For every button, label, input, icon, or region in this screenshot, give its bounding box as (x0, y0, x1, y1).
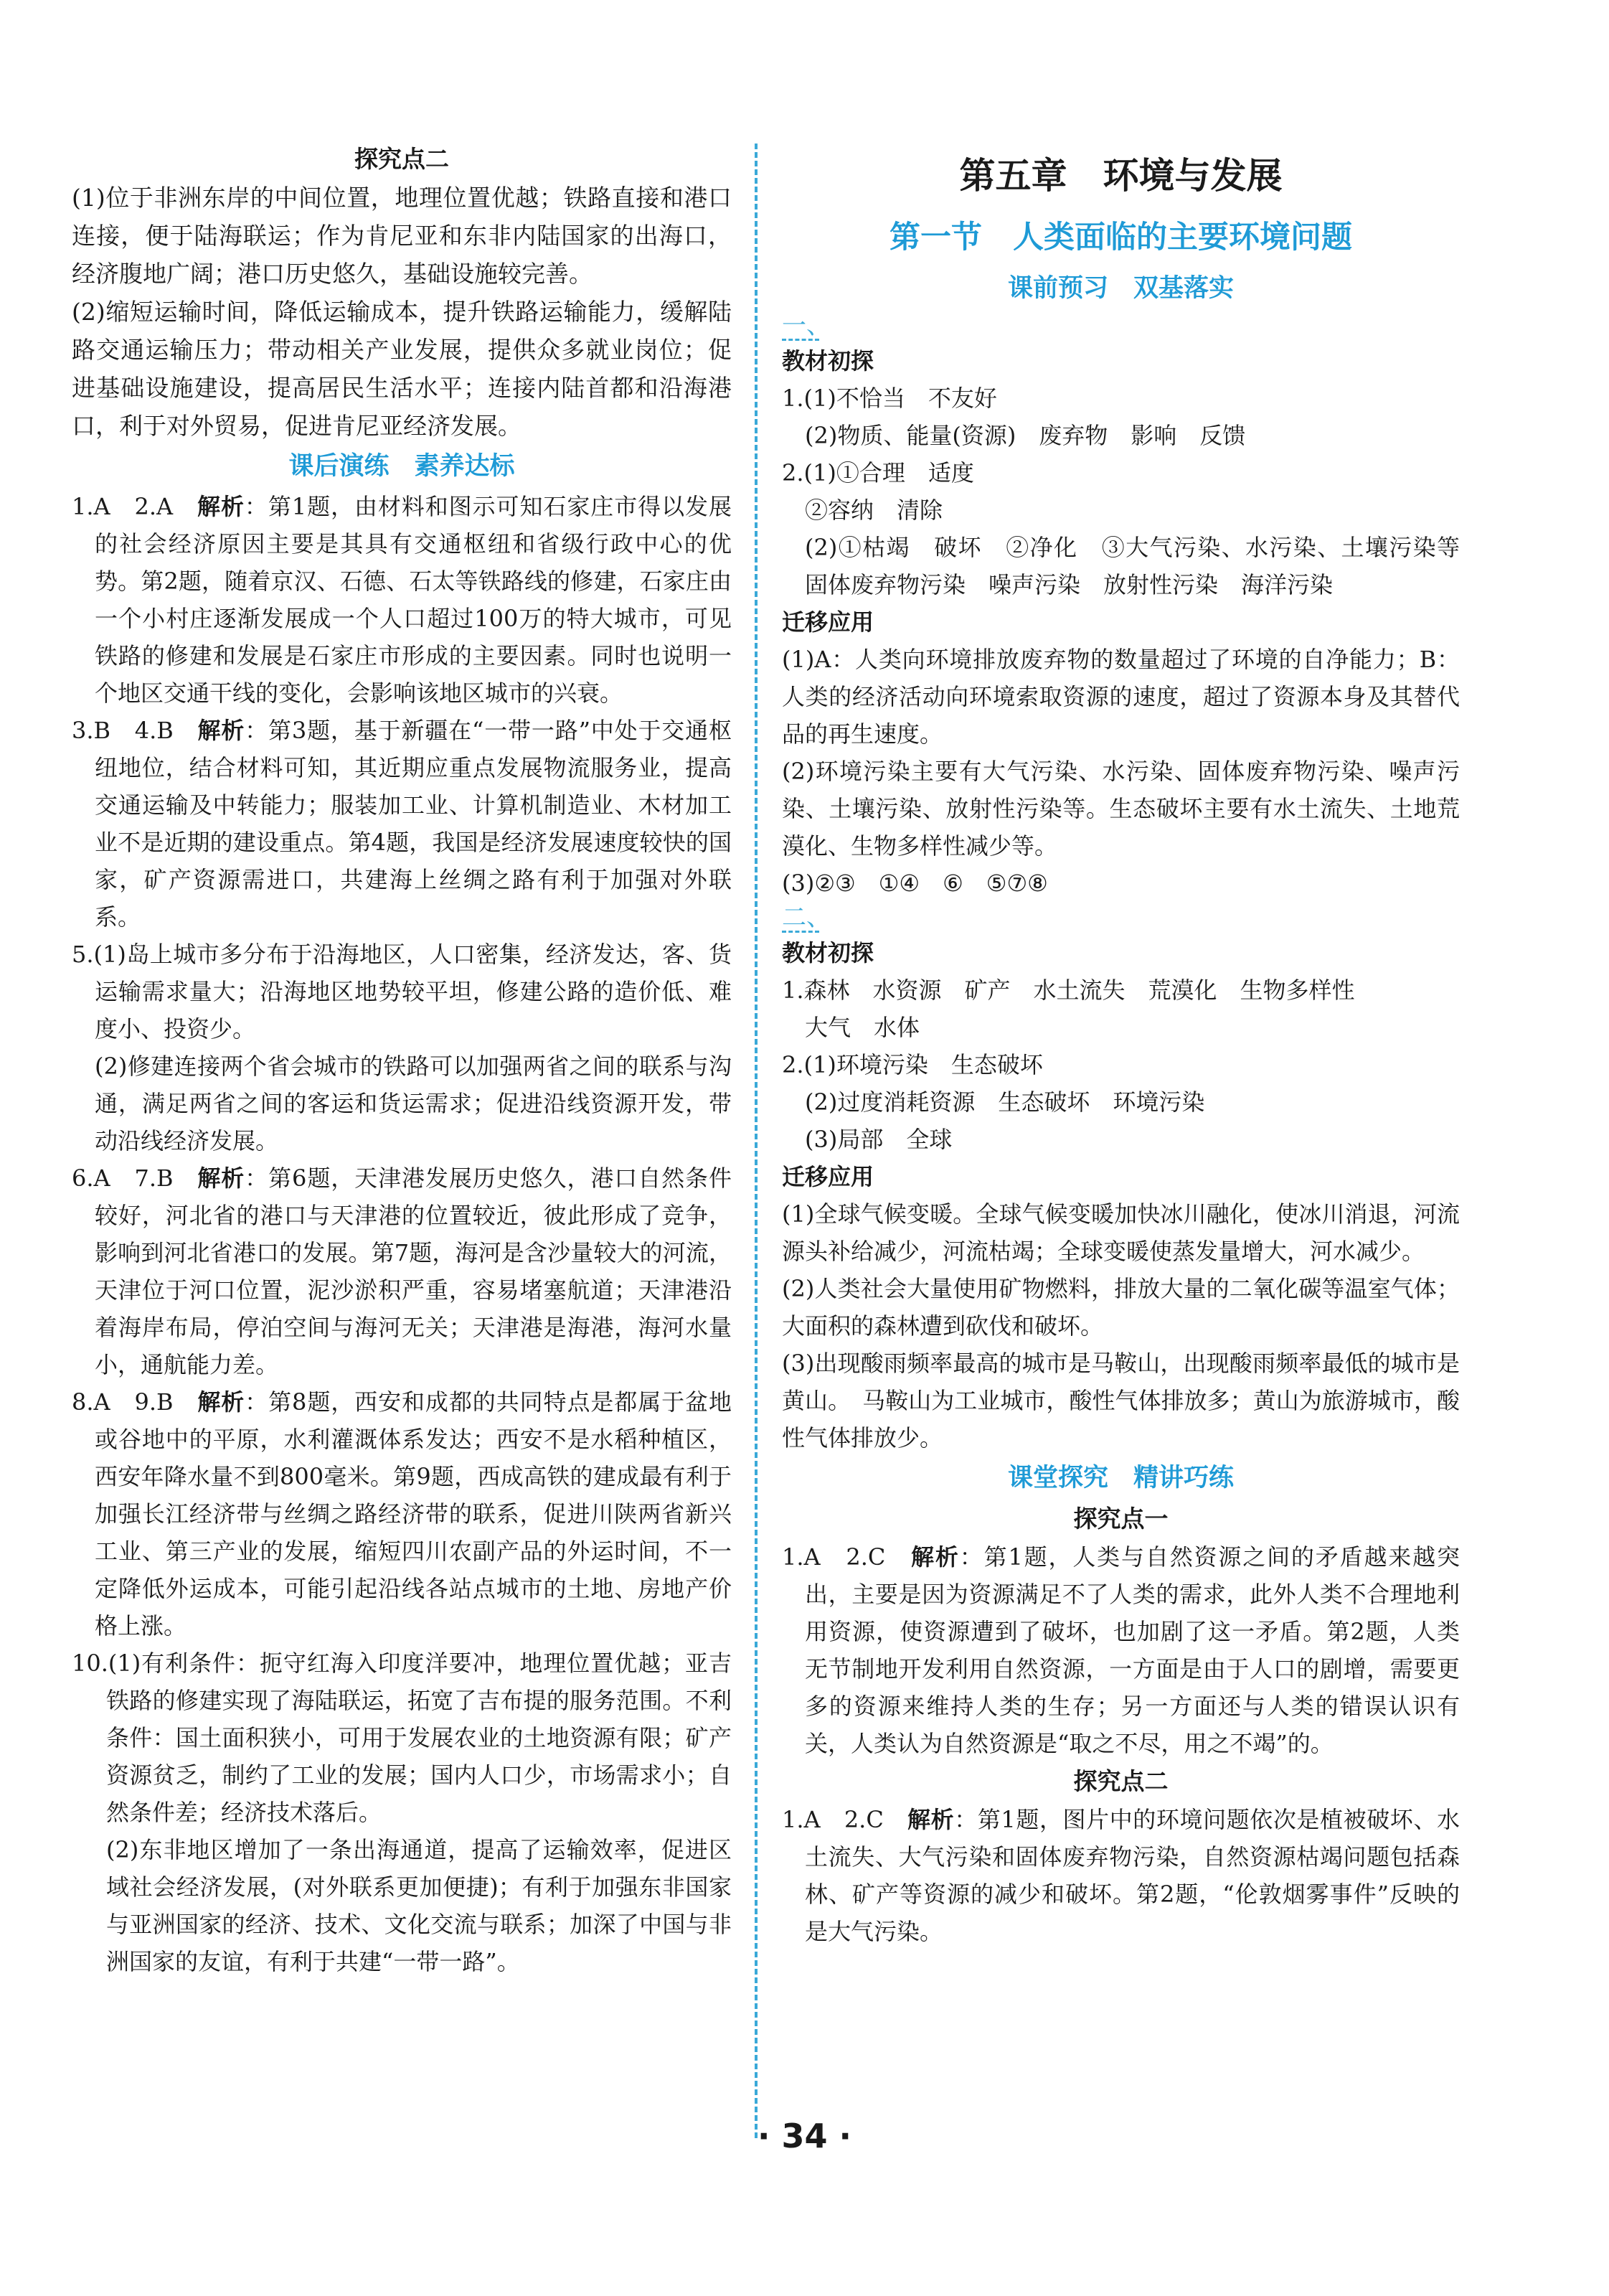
part-marker: 一、 (782, 311, 831, 340)
answer-item (782, 1538, 1460, 1762)
answer-choices: 8.A 9.B (72, 1388, 198, 1416)
answer-line: (3)②③ ①④ ⑥ ⑤⑦⑧ (782, 870, 1048, 897)
section-heading: 探究点一 (1073, 1505, 1169, 1533)
section-heading: 课堂探究 精讲巧练 (1007, 1464, 1234, 1492)
analysis-text: ：第1题，图片中的环境问题依次是植被破坏、水土流失、大气污染和固体废弃物污染，自然资源枯竭问题包括森林、矿产等资源的减少和破坏。第2题，“伦敦烟雾事件”反映的是大气污染。 (805, 1806, 1460, 1945)
right-column (782, 144, 1483, 1950)
analysis-text: ：第3题，基于新疆在“一带一路”中处于交通枢纽地位，结合材料可知，其近期应重点发展物流服务业，提高交通运输及中转能力；服装加工业、计算机制造业、木材加工业不是近期的建设重点。第4题，我国是经济发展速度较快的国家，矿产资源需进口，共建海上丝绸之路有利于加强对外联系。 (95, 717, 732, 931)
left-column (72, 140, 732, 1980)
analysis-text: ：第6题，天津港发展历史悠久，港口自然条件较好，河北省的港口与天津港的位置较近，彼此形成了竞争，影响到河北省港口的发展。第7题，海河是含沙量较大的河流，天津位于河口位置，泥沙淤积严重，容易堵塞航道；天津港沿着海岸布局，停泊空间与海河无关；天津港是海港，海河水量小，通航能力差。 (95, 1165, 732, 1378)
answer-item: (2)修建连接两个省会城市的铁路可以加强两省之间的联系与沟通，满足两省之间的客运和货运需求；促进沿线资源开发，带动沿线经济发展。 (95, 1053, 732, 1154)
page-number: · 34 · (758, 2117, 851, 2155)
chapter-title: 第五章 环境与发展 (959, 155, 1283, 197)
paragraph: (2)缩短运输时间，降低运输成本，提升铁路运输能力，缓解陆路交通运输压力；带动相关产业发展，提供众多就业岗位；促进基础设施建设，提高居民生活水平；连接内陆首都和沿海港口，利于对外贸易，促进肯尼亚经济发展。 (72, 298, 732, 440)
answer-item (72, 1159, 732, 1383)
answer-item (72, 488, 732, 712)
answer-item: (2)东非地区增加了一条出海通道，提高了运输效率，促进区域社会经济发展，(对外联系更加便捷)；有利于加强东非国家与亚洲国家的经济、技术、文化交流与联系；加深了中国与非洲国家的友谊，有利于共建“一带一路”。 (106, 1836, 732, 1975)
answer-choices: 1.A 2.C (782, 1543, 912, 1571)
analysis-label: 解析 (197, 1388, 245, 1416)
answer-line: 2.(1)①合理 适度 (782, 459, 974, 486)
answer-line: 2.(1)环境污染 生态破坏 (782, 1051, 1043, 1078)
section-heading: 探究点二 (354, 145, 449, 173)
answer-line: (2)①枯竭 破坏 ②净化 ③大气污染、水污染、土壤污染等 固体废弃物污染 噪声污染 放射性污染 海洋污染 (805, 534, 1483, 598)
analysis-text: ：第1题，由材料和图示可知石家庄市得以发展的社会经济原因主要是其具有交通枢纽和省级行政中心的优势。第2题，随着京汉、石德、石太等铁路线的修建，石家庄由一个小村庄逐渐发展成一个人口超过100万的特大城市，可见铁路的修建和发展是石家庄市形成的主要因素。同时也说明一个地区交通干线的变化，会影响该地区城市的兴衰。 (95, 493, 732, 707)
answer-item (72, 1383, 732, 1645)
subheading: 迁移应用 (782, 1163, 874, 1190)
answer-choices: 6.A 7.B (72, 1165, 198, 1192)
part-marker: 二、 (782, 903, 831, 932)
answer-choices: 1.A 2.A (72, 493, 198, 520)
answer-line: (3)局部 全球 (805, 1126, 953, 1153)
answer-line: ②容纳 清除 (805, 497, 943, 524)
answer-line: 1.森林 水资源 矿产 水土流失 荒漠化 生物多样性 (782, 977, 1355, 1004)
analysis-label: 解析 (197, 717, 245, 744)
analysis-label: 解析 (907, 1806, 955, 1833)
answer-line: (2)人类社会大量使用矿物燃料，排放大量的二氧化碳等温室气体；大面积的森林遭到砍伐和破坏。 (782, 1275, 1460, 1340)
analysis-text: ：第8题，西安和成都的共同特点是都属于盆地或谷地中的平原，水利灌溉体系发达；西安不是水稻种植区，西安年降水量不到800毫米。第9题，西成高铁的建成最有利于加强长江经济带与丝绸之路经济带的联系，促进川陕两省新兴工业、第三产业的发展，缩短四川农副产品的外运时间，不一定降低外运成本，可能引起沿线各站点城市的土地、房地产价格上涨。 (95, 1388, 732, 1639)
answer-line: (2)物质、能量(资源) 废弃物 影响 反馈 (805, 422, 1246, 449)
paragraph: (1)位于非洲东岸的中间位置，地理位置优越；铁路直接和港口连接，便于陆海联运；作为肯尼亚和东非内陆国家的出海口，经济腹地广阔；港口历史悠久，基础设施较完善。 (72, 184, 732, 288)
answer-line: (2)过度消耗资源 生态破坏 环境污染 (805, 1088, 1205, 1116)
answer-line: (2)环境污染主要有大气污染、水污染、固体废弃物污染、噪声污染、土壤污染、放射性污染等。生态破坏主要有水土流失、土地荒漠化、生物多样性减少等。 (782, 758, 1460, 860)
answer-line: 大气 水体 (805, 1014, 920, 1041)
analysis-text: ：第1题，人类与自然资源之间的矛盾越来越突出，主要是因为资源满足不了人类的需求，此外人类不合理地利用资源，使资源遭到了破坏，也加剧了这一矛盾。第2题，人类无节制地开发利用自然资源，一方面是由于人口的剧增，需要更多的资源来维持人类的生存；另一方面还与人类的错误认识有关，人类认为自然资源是“取之不尽，用之不竭”的。 (805, 1543, 1460, 1757)
section-heading: 探究点二 (1073, 1767, 1169, 1795)
answer-choices: 1.A 2.C (782, 1806, 908, 1833)
column-divider (755, 144, 758, 2138)
subheading: 迁移应用 (782, 608, 874, 636)
answer-line: (1)全球气候变暖。全球气候变暖加快冰川融化，使冰川消退，河流源头补给减少，河流枯竭；全球变暖使蒸发量增大，河水减少。 (782, 1200, 1460, 1265)
section-heading: 课前预习 双基落实 (1007, 274, 1234, 303)
answer-item (72, 712, 732, 936)
analysis-label: 解析 (911, 1543, 960, 1571)
answer-choices: 3.B 4.B (72, 717, 198, 744)
subheading: 教材初探 (782, 939, 874, 966)
answer-item: 10.(1)有利条件：扼守红海入印度洋要冲，地理位置优越；亚吉铁路的修建实现了海陆联运，拓宽了吉布提的服务范围。不利条件：国土面积狭小，可用于发展农业的土地资源有限；矿产资源贫乏，制约了工业的发展；国内人口少，市场需求小；自然条件差；经济技术落后。 (72, 1650, 732, 1826)
analysis-label: 解析 (197, 1165, 245, 1192)
answer-line: (3)出现酸雨频率最高的城市是马鞍山，出现酸雨频率最低的城市是黄山。 马鞍山为工业城市，酸性气体排放多；黄山为旅游城市，酸性气体排放少。 (782, 1350, 1460, 1452)
answer-line: (1)A：人类向环境排放废弃物的数量超过了环境的自净能力；B：人类的经济活动向环境索取资源的速度，超过了资源本身及其替代品的再生速度。 (782, 646, 1460, 748)
subheading: 教材初探 (782, 347, 874, 375)
answer-item (782, 1801, 1460, 1950)
section-heading: 课后演练 素养达标 (288, 452, 515, 481)
section-title: 第一节 人类面临的主要环境问题 (890, 220, 1352, 255)
answer-item: 5.(1)岛上城市多分布于沿海地区，人口密集，经济发达，客、货运输需求量大；沿海地区地势较平坦，修建公路的造价低、难度小、投资少。 (72, 941, 732, 1043)
answer-line: 1.(1)不恰当 不友好 (782, 385, 997, 412)
analysis-label: 解析 (197, 493, 245, 520)
